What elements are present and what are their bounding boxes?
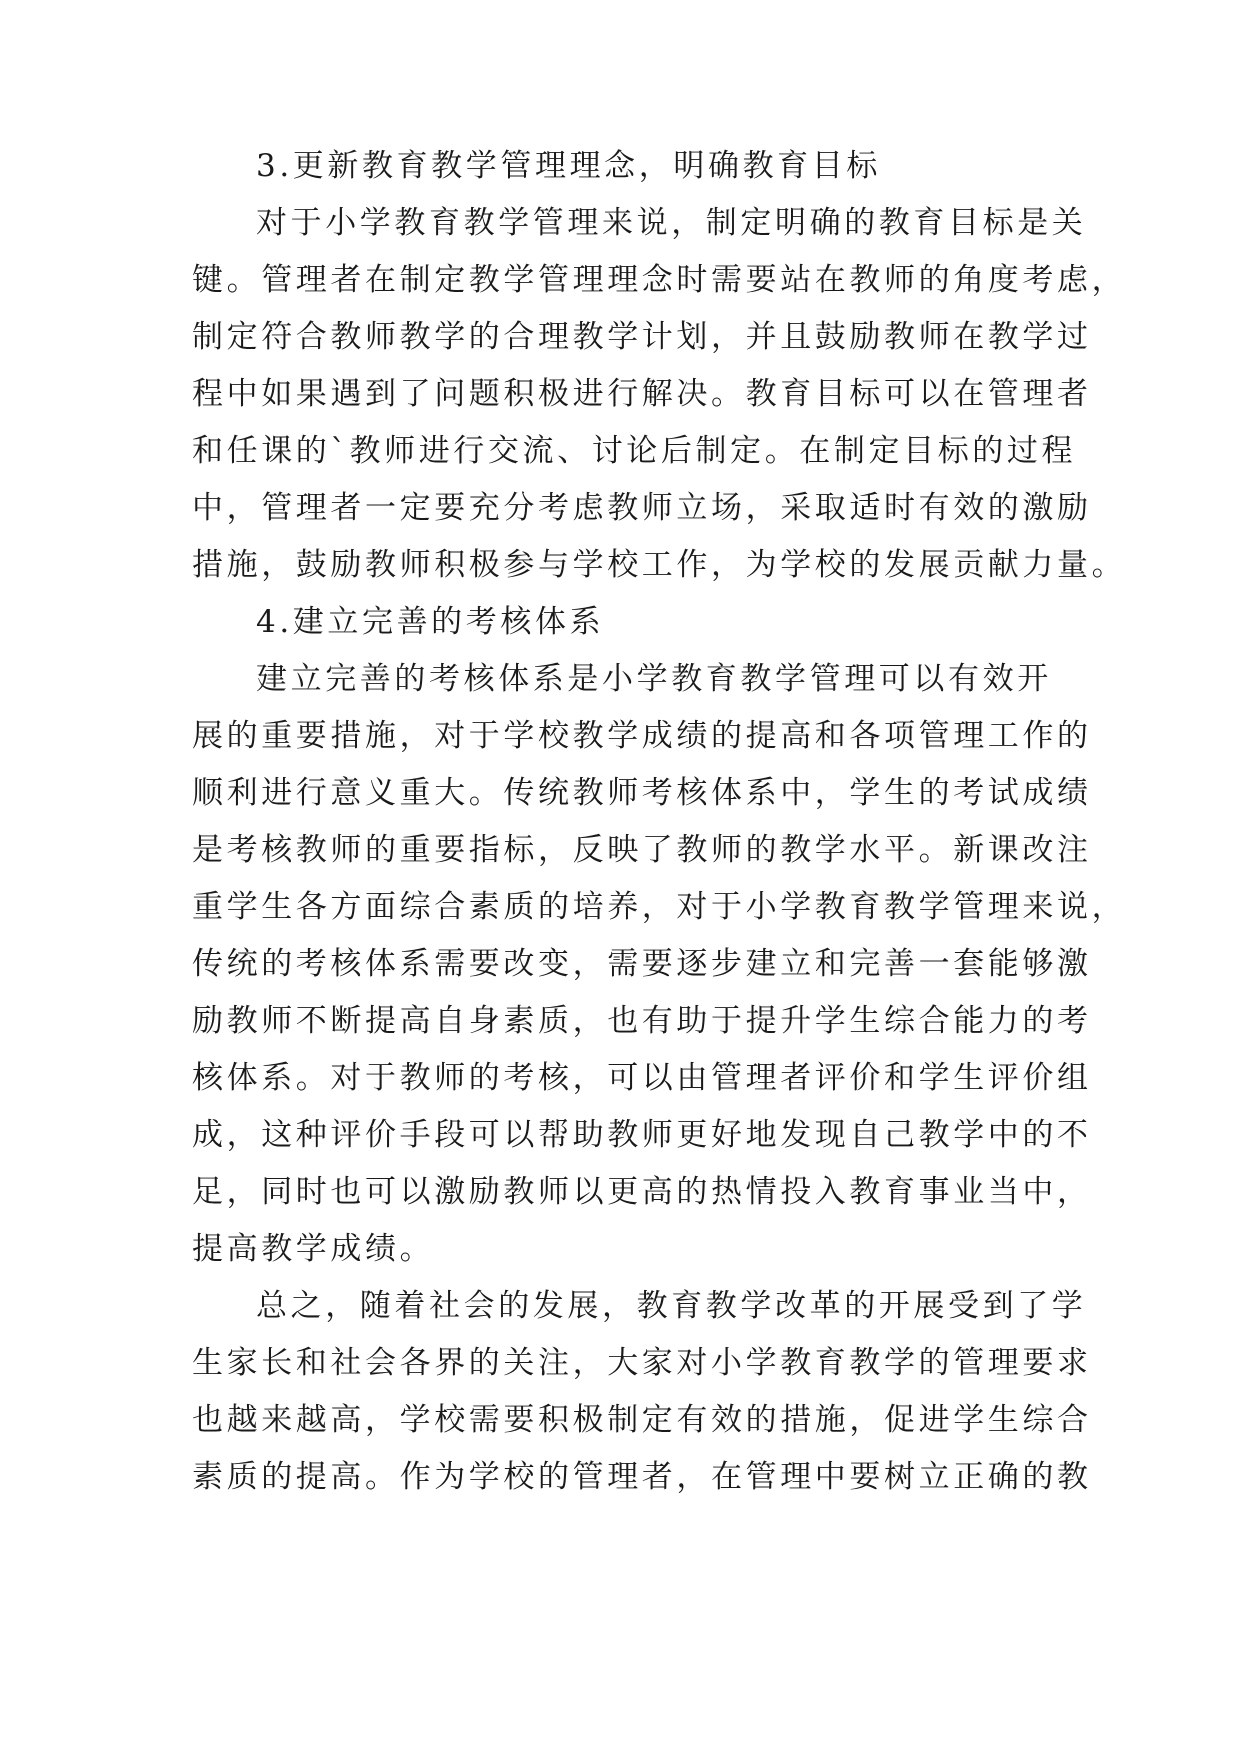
paragraph-line: 足，同时也可以激励教师以更高的热情投入教育事业当中， [192,1174,1092,1210]
paragraph-line: 键。管理者在制定教学管理理念时需要站在教师的角度考虑， [192,262,1127,298]
paragraph-line: 措施，鼓励教师积极参与学校工作，为学校的发展贡献力量。 [192,547,1127,583]
paragraph-line: 和任课的`教师进行交流、讨论后制定。在制定目标的过程 [192,433,1077,469]
paragraph-line: 生家长和社会各界的关注，大家对小学教育教学的管理要求 [192,1345,1092,1381]
paragraph-line: 顺利进行意义重大。传统教师考核体系中，学生的考试成绩 [192,775,1092,811]
paragraph-line: 对于小学教育教学管理来说，制定明确的教育目标是关 [256,205,1087,241]
heading-3: 3.更新教育教学管理理念，明确教育目标 [256,148,881,184]
paragraph-line: 中，管理者一定要充分考虑教师立场，采取适时有效的激励 [192,490,1092,526]
paragraph-line: 提高教学成绩。 [192,1231,435,1267]
paragraph-line: 素质的提高。作为学校的管理者，在管理中要树立正确的教 [192,1459,1092,1495]
paragraph-line: 成，这种评价手段可以帮助教师更好地发现自己教学中的不 [192,1117,1092,1153]
heading-4: 4.建立完善的考核体系 [256,604,605,640]
paragraph-line: 总之，随着社会的发展，教育教学改革的开展受到了学 [256,1288,1087,1324]
paragraph-line: 展的重要措施，对于学校教学成绩的提高和各项管理工作的 [192,718,1092,754]
paragraph-line: 传统的考核体系需要改变，需要逐步建立和完善一套能够激 [192,946,1092,982]
paragraph-line: 程中如果遇到了问题积极进行解决。教育目标可以在管理者 [192,376,1092,412]
paragraph-line: 也越来越高，学校需要积极制定有效的措施，促进学生综合 [192,1402,1092,1438]
paragraph-line: 励教师不断提高自身素质，也有助于提升学生综合能力的考 [192,1003,1092,1039]
paragraph-line: 核体系。对于教师的考核，可以由管理者评价和学生评价组 [192,1060,1092,1096]
paragraph-line: 重学生各方面综合素质的培养，对于小学教育教学管理来说， [192,889,1127,925]
paragraph-line: 建立完善的考核体系是小学教育教学管理可以有效开 [256,661,1052,697]
paragraph-line: 制定符合教师教学的合理教学计划，并且鼓励教师在教学过 [192,319,1092,355]
paragraph-line: 是考核教师的重要指标，反映了教师的教学水平。新课改注 [192,832,1092,868]
